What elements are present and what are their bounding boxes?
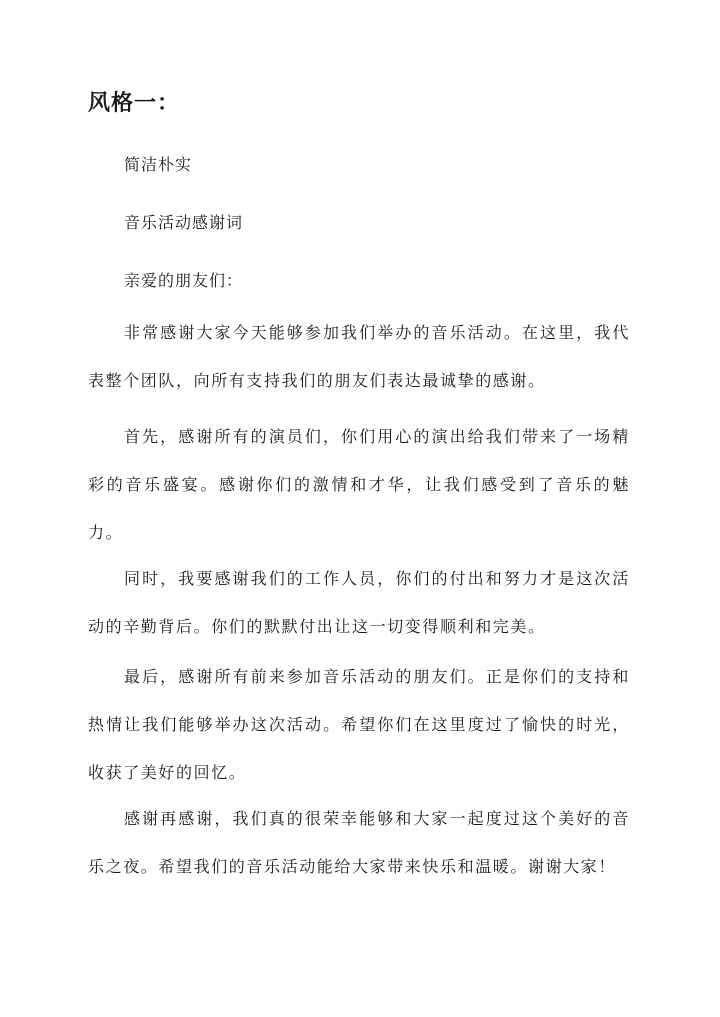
body-paragraph: 最后，感谢所有前来参加音乐活动的朋友们。正是你们的支持和热情让我们能够举办这次活动。希望你们在这里度过了愉快的时光，收获了美好的回忆。	[88, 667, 630, 782]
document-title: 音乐活动感谢词	[124, 213, 244, 232]
body-paragraph: 同时，我要感谢我们的工作人员，你们的付出和努力才是这次活动的辛勤背后。你们的默默付出让这一切变得顺利和完美。	[88, 569, 630, 636]
body-paragraph: 非常感谢大家今天能够参加我们举办的音乐活动。在这里，我代表整个团队，向所有支持我们的朋友们表达最诚挚的感谢。	[88, 323, 630, 390]
section-heading: 风格一：	[88, 90, 181, 116]
body-paragraph: 感谢再感谢，我们真的很荣幸能够和大家一起度过这个美好的音乐之夜。希望我们的音乐活动能给大家带来快乐和温暖。谢谢大家！	[88, 809, 630, 876]
salutation: 亲爱的朋友们：	[124, 271, 244, 290]
subtitle: 简洁朴实	[124, 155, 193, 174]
body-paragraph: 首先，感谢所有的演员们，你们用心的演出给我们带来了一场精彩的音乐盛宴。感谢你们的激情和才华，让我们感受到了音乐的魅力。	[88, 427, 630, 542]
